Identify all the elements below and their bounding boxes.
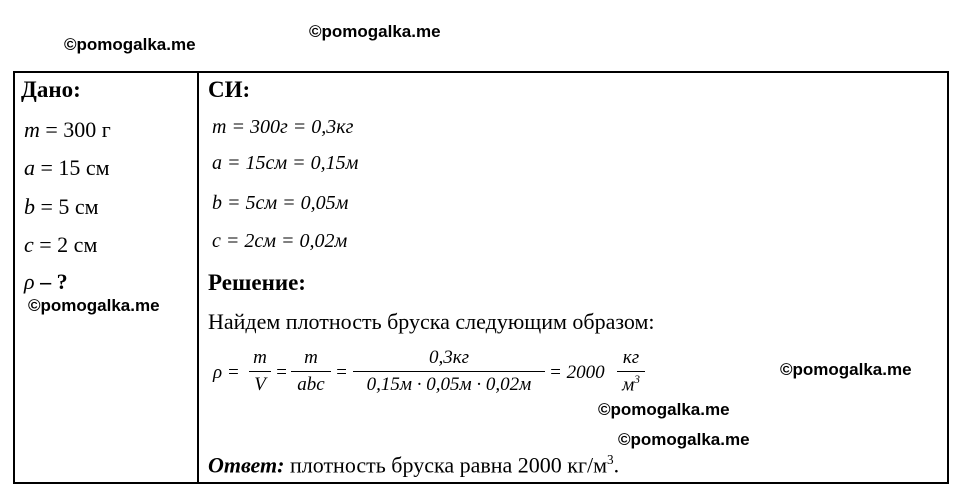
fraction-values: 0,3кг 0,15м · 0,05м · 0,02м	[353, 347, 545, 396]
watermark: ©pomogalka.me	[64, 35, 196, 54]
watermark: ©pomogalka.me	[780, 360, 912, 379]
answer-line: Ответ: плотность бруска равна 2000 $кг/м^3$.	[208, 452, 620, 478]
si-heading: СИ:	[208, 77, 251, 102]
watermark: ©pomogalka.me	[598, 400, 730, 419]
task-table	[13, 71, 949, 484]
si-line-a: a = 15см = 0,15м	[212, 152, 359, 174]
watermark: ©pomogalka.me	[618, 430, 750, 449]
formula-equals: =	[275, 362, 288, 383]
watermark: ©pomogalka.me	[309, 22, 441, 41]
column-divider	[197, 71, 199, 484]
density-formula	[213, 342, 653, 402]
fraction-m-over-abc: m abc	[291, 347, 331, 396]
given-line-m: m = 300 г	[24, 117, 111, 142]
si-line-m: m = 300г = 0,3кг	[212, 116, 354, 138]
si-line-b: b = 5см = 0,05м	[212, 192, 349, 214]
answer-label: Ответ:	[208, 452, 285, 478]
given-line-a: a = 15 см	[24, 155, 110, 180]
solution-text: Найдем плотность бруска следующим образом:	[208, 309, 655, 334]
formula-equals: =	[335, 362, 348, 383]
si-line-c: c = 2см = 0,02м	[212, 230, 348, 252]
solution-heading: Решение:	[208, 270, 306, 295]
given-line-rho: ρ – ?	[24, 269, 68, 294]
formula-rho: ρ =	[213, 362, 240, 383]
formula-result: = 2000	[549, 362, 605, 383]
given-line-c: c = 2 см	[24, 232, 98, 257]
fraction-unit: кг $м^3$	[617, 347, 645, 396]
given-heading: Дано:	[21, 77, 81, 102]
answer-text: плотность бруска равна 2000 кг/м	[284, 452, 608, 478]
fraction-m-over-v: m V	[249, 347, 271, 396]
given-line-b: b = 5 см	[24, 194, 99, 219]
watermark: ©pomogalka.me	[28, 296, 160, 315]
